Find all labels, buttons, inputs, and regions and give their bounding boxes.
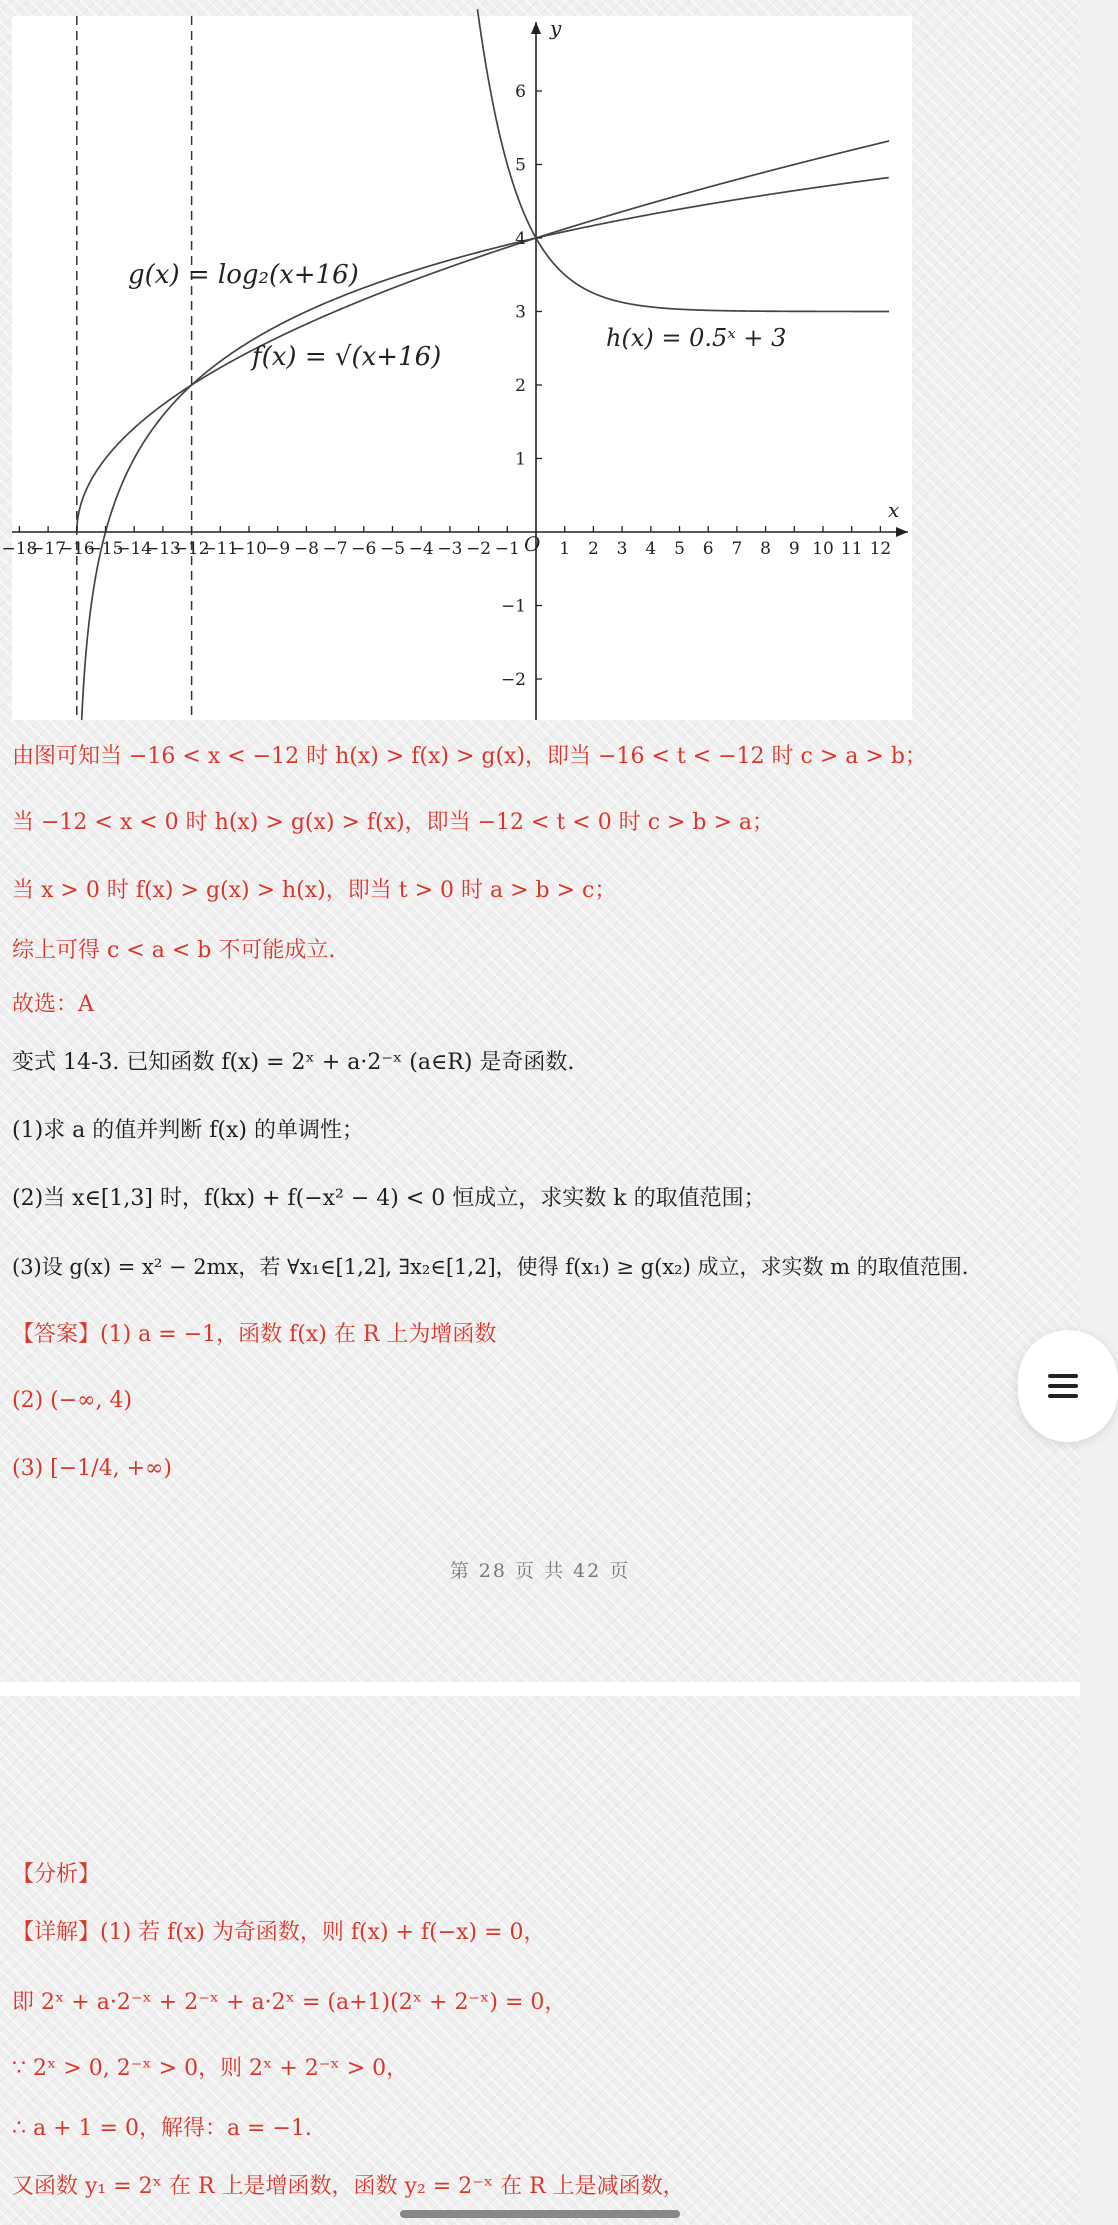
x-tick-label: 11 (840, 539, 863, 559)
x-tick-label: 10 (812, 539, 834, 559)
page2-line-6: 又函数 y₁ = 2ˣ 在 R 上是增函数，函数 y₂ = 2⁻ˣ 在 R 上是减函数， (12, 2174, 685, 2199)
x-tick-label: 7 (731, 539, 743, 559)
graph-svg (1, 16, 912, 720)
y-tick-label: −2 (500, 670, 526, 690)
y-tick-label: 2 (515, 376, 526, 396)
label-h: h(x) = 0.5ˣ + 3 (606, 324, 787, 352)
x-tick-label: −16 (58, 539, 95, 559)
text-line-7: (1)求 a 的值并判断 f(x) 的单调性； (12, 1118, 364, 1143)
text-line-1: 由图可知当 −16 < x < −12 时 h(x) > f(x) > g(x)，即当 −16 < t < −12 时 c > a > b； (12, 744, 927, 769)
x-tick-label: −13 (144, 539, 181, 559)
x-tick-label: −3 (437, 539, 463, 559)
text-line-10: 【答案】(1) a = −1，函数 f(x) 在 R 上为增函数 (12, 1322, 497, 1347)
text-line-8: (2)当 x∈[1,3] 时，f(kx) + f(−x² − 4) < 0 恒成立，求实数 k 的取值范围； (12, 1186, 766, 1211)
x-tick-label: −12 (173, 539, 210, 559)
x-tick-label: 1 (559, 539, 571, 559)
page2-line-3: 即 2ˣ + a·2⁻ˣ + 2⁻ˣ + a·2ˣ = (a+1)(2ˣ + 2⁻ˣ) = 0， (12, 1990, 567, 2015)
y-tick-label: 6 (515, 82, 526, 102)
x-tick-label: 9 (788, 539, 800, 559)
y-axis-label: y (550, 16, 562, 40)
x-tick-label: −1 (494, 539, 520, 559)
x-tick-label: 5 (674, 539, 685, 559)
x-tick-label: −6 (351, 539, 377, 559)
page-footer: 第 28 页 共 42 页 (449, 1560, 631, 1582)
y-tick-label: 3 (515, 302, 526, 323)
hamburger-icon (1048, 1374, 1078, 1404)
x-tick-label: −5 (379, 539, 406, 559)
text-line-12: (3) [−1/4, +∞) (12, 1456, 172, 1481)
x-tick-label: −11 (202, 539, 239, 559)
x-tick-label: −18 (1, 539, 38, 559)
home-indicator[interactable] (400, 2210, 680, 2218)
x-tick-label: −17 (30, 539, 67, 559)
x-tick-label: −2 (466, 539, 492, 559)
text-line-6: 变式 14-3. 已知函数 f(x) = 2ˣ + a·2⁻ˣ (a∈R) 是奇函数. (12, 1050, 575, 1075)
y-tick-label: 4 (515, 229, 526, 249)
x-axis-label: x (888, 498, 900, 522)
x-tick-label: −4 (408, 539, 434, 559)
x-tick-label: −14 (116, 539, 153, 559)
x-tick-label: 6 (702, 539, 714, 559)
text-line-11: (2) (−∞, 4) (12, 1388, 133, 1413)
page2-line-5: ∴ a + 1 = 0，解得：a = −1. (12, 2116, 312, 2141)
x-tick-label: −10 (231, 539, 267, 559)
origin-label: O (524, 532, 541, 556)
x-tick-label: 8 (760, 539, 772, 559)
y-axis-arrow (531, 22, 541, 34)
text-line-5: 故选：A (12, 992, 94, 1017)
curve-h (477, 9, 889, 311)
label-f: f(x) = √(x+16) (252, 342, 442, 372)
x-axis-arrow (896, 527, 908, 537)
curve-g (82, 178, 889, 720)
page2-line-1: 【分析】 (12, 1862, 101, 1887)
x-tick-label: 4 (645, 539, 657, 559)
x-tick-label: 3 (616, 539, 628, 559)
function-graph (1, 16, 912, 720)
text-line-4: 综上可得 c < a < b 不可能成立. (12, 938, 336, 963)
x-tick-label: −15 (87, 539, 124, 559)
y-tick-label: 5 (515, 155, 526, 176)
x-tick-label: −9 (265, 539, 291, 559)
x-tick-label: 2 (587, 539, 599, 559)
page2-line-4: ∵ 2ˣ > 0, 2⁻ˣ > 0，则 2ˣ + 2⁻ˣ > 0， (12, 2056, 409, 2081)
x-tick-label: 12 (869, 539, 892, 559)
text-line-2: 当 −12 < x < 0 时 h(x) > g(x) > f(x)，即当 −12 < t < 0 时 c > b > a； (12, 810, 775, 835)
page-separator (0, 1682, 1080, 1696)
y-tick-label: 1 (515, 449, 526, 470)
page2-line-2: 【详解】(1) 若 f(x) 为奇函数，则 f(x) + f(−x) = 0， (12, 1920, 546, 1945)
x-tick-label: −7 (322, 539, 348, 559)
x-tick-label: −8 (293, 539, 319, 559)
y-tick-label: −1 (500, 596, 526, 617)
text-line-3: 当 x > 0 时 f(x) > g(x) > h(x)，即当 t > 0 时 a > b > c； (12, 878, 617, 903)
menu-button[interactable] (1018, 1330, 1118, 1442)
text-line-9: (3)设 g(x) = x² − 2mx，若 ∀x₁∈[1,2], ∃x₂∈[1,2]，使得 f(x₁) ≥ g(x₂) 成立，求实数 m 的取值范围. (12, 1255, 969, 1279)
label-g: g(x) = log₂(x+16) (128, 260, 359, 290)
